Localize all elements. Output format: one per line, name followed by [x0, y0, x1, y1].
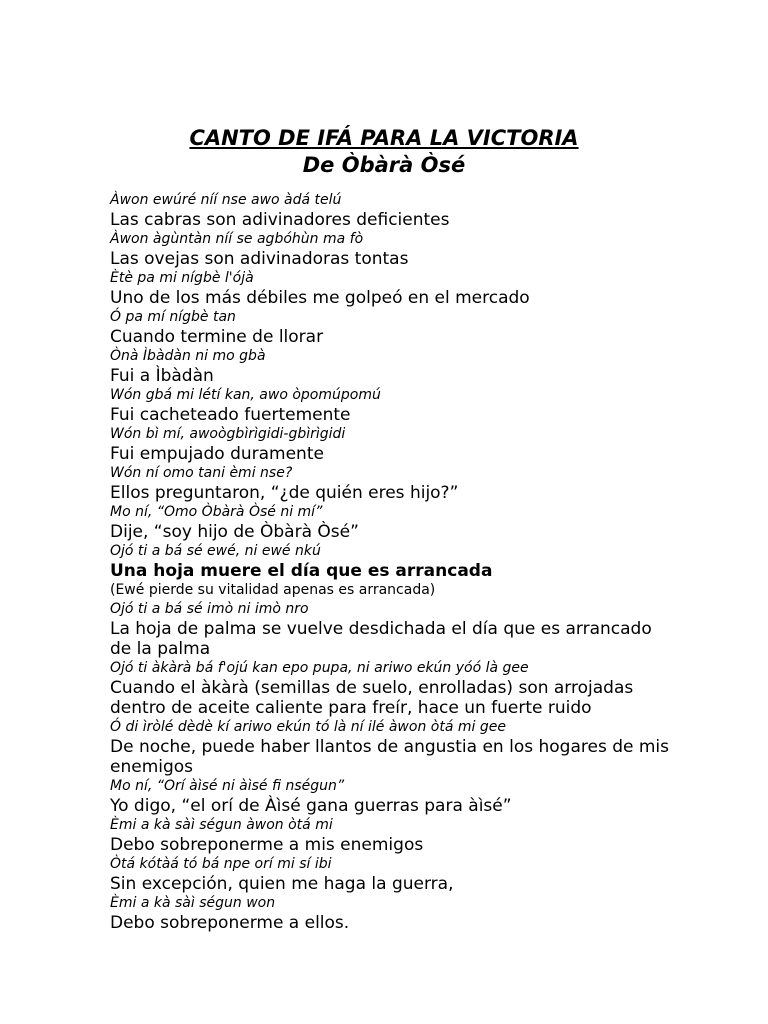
poem-line-spanish: La hoja de palma se vuelve desdichada el día que es arrancado de la palma [110, 619, 652, 659]
poem-line-spanish: Yo digo, “el orí de Àìsé gana guerras para àìsé” [110, 796, 512, 816]
poem-line-spanish: Cuando el àkàrà (semillas de suelo, enrolladas) son arrojadas dentro de aceite caliente para freír, hace un fuerte ruido [110, 678, 634, 718]
poem-line-yoruba: Ó pa mí nígbè tan [110, 309, 236, 325]
poem-line-yoruba: Wón ní omo tani èmi nse? [110, 465, 293, 481]
poem-line-yoruba: Mo ní, “Orí àìsé ni àìsé fi nségun” [110, 778, 345, 794]
poem-line-spanish: De noche, puede haber llantos de angustia en los hogares de mis enemigos [110, 737, 670, 777]
poem-line-yoruba: Ònà Ìbàdàn ni mo gbà [110, 348, 266, 364]
poem-line-yoruba: Ó di ìròlé dèdè kí ariwo ekún tó là ní ilé àwon òtá mi gee [110, 719, 506, 735]
poem-line-yoruba: Ojó ti a bá sé ewé, ni ewé nkú [110, 543, 321, 559]
poem-line-note: (Ewé pierde su vitalidad apenas es arrancada) [110, 582, 436, 598]
title-block [0, 124, 768, 178]
poem-line-yoruba: Ojó ti àkàrà bá f'ojú kan epo pupa, ni ariwo ekún yóó là gee [110, 660, 529, 676]
poem-line-spanish: Ellos preguntaron, “¿de quién eres hijo?” [110, 483, 459, 503]
poem-line-yoruba: Àwon àgùntàn níí se agbóhùn ma fò [110, 231, 364, 247]
poem-line-spanish: Uno de los más débiles me golpeó en el mercado [110, 288, 530, 308]
poem-line-yoruba: Àwon ewúré níí nse awo àdá telú [110, 192, 342, 208]
poem-line-spanish: Las cabras son adivinadores deficientes [110, 210, 450, 230]
poem-body [110, 191, 670, 933]
poem-line-spanish: Debo sobreponerme a ellos. [110, 913, 350, 933]
poem-line-yoruba: Èmi a kà sàì ségun àwon òtá mi [110, 817, 333, 833]
poem-line-yoruba: Ètè pa mi nígbè l'ójà [110, 270, 254, 286]
poem-line-spanish: Dije, “soy hijo de Òbàrà Òsé” [110, 522, 359, 542]
poem-line-yoruba: Ojó ti a bá sé imò ni imò nro [110, 601, 309, 617]
poem-line-spanish: Las ovejas son adivinadoras tontas [110, 249, 409, 269]
poem-line-yoruba: Mo ní, “Omo Òbàrà Òsé ni mí” [110, 504, 323, 520]
document-subtitle: De Òbàrà Òsé [302, 153, 466, 177]
poem-line-spanish: Debo sobreponerme a mis enemigos [110, 835, 424, 855]
poem-line-yoruba: Wón gbá mi létí kan, awo òpomúpomú [110, 387, 381, 403]
poem-line-spanish: Fui empujado duramente [110, 444, 324, 464]
document-title: CANTO DE IFÁ PARA LA VICTORIA [189, 126, 579, 150]
poem-line-yoruba: Wón bì mí, awoògbìrìgidi-gbìrìgidi [110, 426, 346, 442]
poem-line-yoruba: Òtá kótàá tó bá npe orí mi sí ibi [110, 856, 332, 872]
poem-line-spanish: Sin excepción, quien me haga la guerra, [110, 874, 454, 894]
poem-line-yoruba: Èmi a kà sàì ségun won [110, 895, 276, 911]
poem-line-spanish: Fui cacheteado fuertemente [110, 405, 351, 425]
poem-line-spanish: Fui a Ìbàdàn [110, 366, 214, 386]
poem-line-spanish: Cuando termine de llorar [110, 327, 324, 347]
poem-line-spanish-bold: Una hoja muere el día que es arrancada [110, 561, 493, 581]
